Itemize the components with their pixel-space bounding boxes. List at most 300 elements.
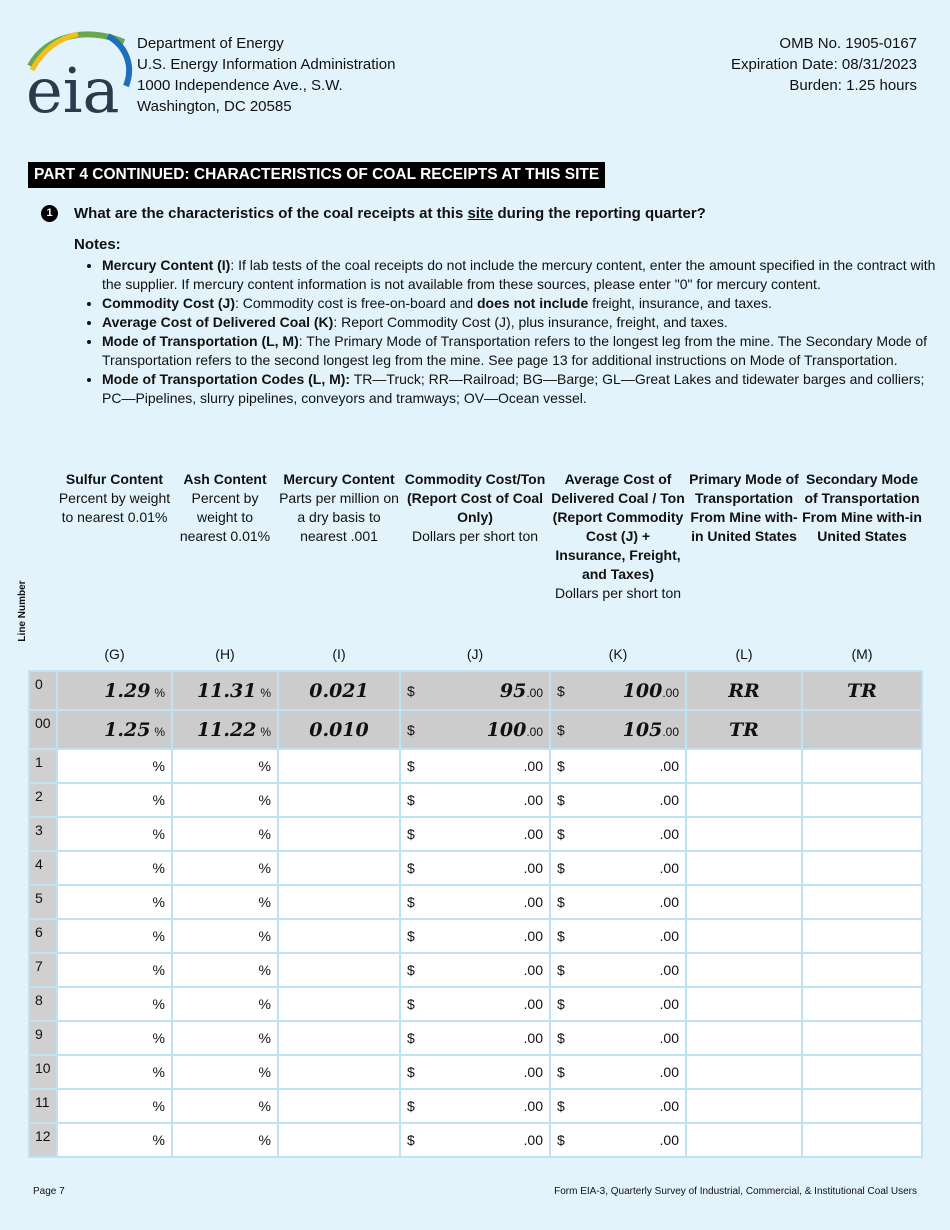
question-text-b: during the reporting quarter? <box>493 205 706 222</box>
cost-cell[interactable] <box>400 1123 550 1157</box>
note-bold: Mode of Transportation Codes (L, M): <box>102 371 351 387</box>
cost-amount <box>524 928 543 944</box>
secondary-mode-cell[interactable] <box>802 817 922 851</box>
percent-cell[interactable] <box>172 987 278 1021</box>
percent-cell[interactable] <box>57 783 172 817</box>
logo-text: eia <box>26 54 120 118</box>
dollar-sign: $ <box>557 826 565 842</box>
cents: .00 <box>659 826 679 842</box>
percent-sign: % <box>260 724 271 739</box>
cost-cell[interactable] <box>400 885 550 919</box>
cents: .00 <box>523 1064 543 1080</box>
secondary-mode-cell[interactable] <box>802 710 922 749</box>
line-number: 2 <box>29 783 57 817</box>
percent-value: 1.29 <box>104 679 151 702</box>
cost-amount <box>500 680 543 702</box>
percent-cell[interactable] <box>57 919 172 953</box>
line-number: 10 <box>29 1055 57 1089</box>
notes-list <box>74 256 944 408</box>
cost-cell[interactable] <box>400 749 550 783</box>
secondary-mode-cell[interactable] <box>802 749 922 783</box>
cost-amount <box>524 962 543 978</box>
mercury-value: 0.010 <box>309 718 369 741</box>
column-header: Ash Content Percent by weight to nearest 0.01% (H) <box>179 471 271 662</box>
cents: .00 <box>523 1030 543 1046</box>
dollar-sign: $ <box>407 1132 415 1148</box>
column-header: Sulfur Content Percent by weight to nearest 0.01% (G) <box>58 471 171 662</box>
mercury-value: 0.021 <box>309 679 369 702</box>
dollar-sign: $ <box>407 996 415 1012</box>
primary-mode-cell[interactable] <box>686 710 802 749</box>
primary-mode-cell[interactable] <box>686 919 802 953</box>
cost-cell[interactable] <box>400 1055 550 1089</box>
note-text: : Commodity cost is free-on-board and <box>235 295 477 311</box>
percent-sign: % <box>152 826 165 842</box>
question-text-a: What are the characteristics of the coal receipts at this <box>74 205 468 222</box>
percent-sign: % <box>152 1098 165 1114</box>
percent-sign: % <box>258 1064 271 1080</box>
line-number: 7 <box>29 953 57 987</box>
percent-value: 11.22 <box>196 718 257 741</box>
line-number: 11 <box>29 1089 57 1123</box>
note-bold: does not include <box>477 295 589 311</box>
cost-amount <box>623 680 679 702</box>
primary-mode-cell[interactable] <box>686 817 802 851</box>
percent-cell[interactable] <box>172 783 278 817</box>
line-number: 4 <box>29 851 57 885</box>
cents: .00 <box>523 894 543 910</box>
note-text: : Report Commodity Cost (J), plus insurance, freight, and taxes. <box>333 314 728 330</box>
dollar-sign: $ <box>407 894 415 910</box>
primary-mode-cell[interactable] <box>686 671 802 710</box>
cost-cell[interactable] <box>400 851 550 885</box>
cost-cell[interactable] <box>400 919 550 953</box>
percent-cell[interactable] <box>57 1123 172 1157</box>
cents: .00 <box>523 1098 543 1114</box>
cost-amount <box>524 826 543 842</box>
table-row <box>29 749 922 783</box>
cost-value: 105 <box>622 718 663 741</box>
eia-logo <box>26 26 136 118</box>
percent-cell[interactable] <box>57 1055 172 1089</box>
note-item <box>102 370 944 408</box>
percent-sign: % <box>152 1132 165 1148</box>
cents: .00 <box>523 826 543 842</box>
cents: .00 <box>659 1030 679 1046</box>
percent-cell[interactable] <box>57 671 172 710</box>
cents: .00 <box>523 1132 543 1148</box>
secondary-mode-cell[interactable] <box>802 987 922 1021</box>
note-item <box>102 332 944 370</box>
primary-mode-value: RR <box>728 679 760 702</box>
line-number: 8 <box>29 987 57 1021</box>
line-number: 00 <box>29 710 57 749</box>
cents: .00 <box>659 1098 679 1114</box>
secondary-mode-cell[interactable] <box>802 919 922 953</box>
dollar-sign: $ <box>557 894 565 910</box>
primary-mode-cell[interactable] <box>686 1089 802 1123</box>
dollar-sign: $ <box>557 721 565 738</box>
column-header: Secondary Mode of Transportation From Mine with-in United States (M) <box>802 471 922 662</box>
dollar-sign: $ <box>407 682 415 699</box>
example-row <box>29 710 922 749</box>
cost-amount <box>660 894 679 910</box>
percent-cell[interactable] <box>172 710 278 749</box>
note-text: TR—Truck; RR—Railroad; BG—Barge; GL—Great Lakes and tidewater barges and colliers; PC—Pipelines, slurry pipelines, conveyors and tramways; OV—Ocean vessel. <box>102 371 925 406</box>
percent-cell[interactable] <box>57 851 172 885</box>
note-item <box>102 256 944 294</box>
percent-sign: % <box>258 894 271 910</box>
cents: .00 <box>659 928 679 944</box>
dollar-sign: $ <box>407 1030 415 1046</box>
note-bold: Mode of Transportation (L, M) <box>102 333 299 349</box>
primary-mode-cell[interactable] <box>686 885 802 919</box>
cost-cell[interactable] <box>550 953 686 987</box>
percent-cell[interactable] <box>172 671 278 710</box>
table-row <box>29 1021 922 1055</box>
cost-cell[interactable] <box>400 1021 550 1055</box>
column-header: Average Cost of Delivered Coal / Ton (Report Commodity Cost (J) + Insurance, Freight, and Taxes) Dollars per short ton (K) <box>551 471 685 662</box>
secondary-mode-cell[interactable] <box>802 885 922 919</box>
cents: .00 <box>659 1132 679 1148</box>
percent-value: 1.25 <box>104 718 151 741</box>
percent-sign: % <box>260 685 271 700</box>
dollar-sign: $ <box>557 996 565 1012</box>
line-number: 12 <box>29 1123 57 1157</box>
percent-cell[interactable] <box>172 885 278 919</box>
line-number: 5 <box>29 885 57 919</box>
cost-amount <box>524 792 543 808</box>
cost-amount <box>660 826 679 842</box>
dollar-sign: $ <box>557 758 565 774</box>
cost-cell[interactable] <box>400 671 550 710</box>
cost-amount <box>524 1030 543 1046</box>
cost-amount <box>524 1064 543 1080</box>
secondary-mode-cell[interactable] <box>802 1021 922 1055</box>
column-header: Primary Mode of Transportation From Mine with-in United States (L) <box>689 471 799 662</box>
question-underlined: site <box>467 205 494 222</box>
cost-cell[interactable] <box>550 987 686 1021</box>
percent-sign: % <box>258 1098 271 1114</box>
percent-sign: % <box>258 1030 271 1046</box>
table-row <box>29 783 922 817</box>
line-number-header <box>17 470 57 671</box>
percent-sign: % <box>258 860 271 876</box>
cost-amount <box>660 1030 679 1046</box>
cost-amount <box>660 1132 679 1148</box>
table-body <box>29 671 922 1157</box>
cost-amount <box>660 1064 679 1080</box>
cost-amount <box>660 1098 679 1114</box>
cost-cell[interactable] <box>400 987 550 1021</box>
table-row <box>29 817 922 851</box>
secondary-mode-cell[interactable] <box>802 1055 922 1089</box>
primary-mode-value: TR <box>729 718 759 741</box>
coal-receipts-table <box>17 470 923 1158</box>
percent-value: 11.31 <box>196 679 257 702</box>
cost-amount <box>623 719 679 741</box>
omb-info <box>731 33 917 96</box>
cost-amount <box>524 860 543 876</box>
percent-sign: % <box>152 894 165 910</box>
note-text: freight, insurance, and taxes. <box>588 295 772 311</box>
percent-sign: % <box>152 792 165 808</box>
table-row <box>29 885 922 919</box>
percent-cell[interactable] <box>172 1021 278 1055</box>
cents: .00 <box>662 685 679 700</box>
note-item <box>102 294 944 313</box>
cents: .00 <box>523 860 543 876</box>
note-bold: Mercury Content (I) <box>102 257 231 273</box>
percent-cell[interactable] <box>57 953 172 987</box>
mercury-cell[interactable] <box>278 817 400 851</box>
percent-cell[interactable] <box>57 1089 172 1123</box>
page-number: Page 7 <box>33 1186 65 1197</box>
dollar-sign: $ <box>557 1132 565 1148</box>
mercury-cell[interactable] <box>278 919 400 953</box>
dollar-sign: $ <box>407 792 415 808</box>
mercury-cell[interactable] <box>278 671 400 710</box>
cents: .00 <box>523 996 543 1012</box>
cost-cell[interactable] <box>550 885 686 919</box>
primary-mode-cell[interactable] <box>686 783 802 817</box>
table-row <box>29 987 922 1021</box>
percent-sign: % <box>258 928 271 944</box>
percent-sign: % <box>152 928 165 944</box>
table-row <box>29 1089 922 1123</box>
table-row <box>29 851 922 885</box>
mercury-cell[interactable] <box>278 1021 400 1055</box>
cents: .00 <box>662 724 679 739</box>
address-line: Department of Energy <box>137 35 284 52</box>
cost-amount <box>660 962 679 978</box>
percent-sign: % <box>152 860 165 876</box>
address-line: U.S. Energy Information Administration <box>137 56 396 73</box>
note-item <box>102 313 944 332</box>
percent-sign: % <box>152 962 165 978</box>
line-number: 6 <box>29 919 57 953</box>
cost-value: 100 <box>486 718 527 741</box>
cost-cell[interactable] <box>400 783 550 817</box>
column-header: Mercury Content Parts per million on a dry basis to nearest .001 (I) <box>279 471 399 662</box>
mercury-cell[interactable] <box>278 1055 400 1089</box>
cost-cell[interactable] <box>550 1123 686 1157</box>
cents: .00 <box>526 724 543 739</box>
example-row <box>29 671 922 710</box>
percent-cell[interactable] <box>172 1123 278 1157</box>
percent-sign: % <box>258 758 271 774</box>
cost-value: 100 <box>622 679 663 702</box>
line-number: 3 <box>29 817 57 851</box>
cents: .00 <box>523 962 543 978</box>
cost-amount <box>487 719 543 741</box>
part-title: PART 4 CONTINUED: CHARACTERISTICS OF COAL RECEIPTS AT THIS SITE <box>28 162 605 188</box>
primary-mode-cell[interactable] <box>686 1021 802 1055</box>
line-number-label: Line Number <box>17 580 28 642</box>
dollar-sign: $ <box>557 860 565 876</box>
line-number: 0 <box>29 671 57 710</box>
cost-amount <box>524 894 543 910</box>
secondary-mode-cell[interactable] <box>802 953 922 987</box>
dollar-sign: $ <box>407 1064 415 1080</box>
column-header: Commodity Cost/Ton (Report Cost of Coal Only) Dollars per short ton (J) <box>404 471 546 662</box>
cost-amount <box>524 996 543 1012</box>
mercury-cell[interactable] <box>278 1123 400 1157</box>
form-title: Form EIA-3, Quarterly Survey of Industrial, Commercial, & Institutional Coal Users <box>554 1186 917 1197</box>
mercury-cell[interactable] <box>278 987 400 1021</box>
primary-mode-cell[interactable] <box>686 749 802 783</box>
note-bold: Commodity Cost (J) <box>102 295 235 311</box>
dollar-sign: $ <box>557 682 565 699</box>
percent-cell[interactable] <box>57 1021 172 1055</box>
percent-sign: % <box>154 685 165 700</box>
question-number: 1 <box>41 205 58 222</box>
mercury-cell[interactable] <box>278 953 400 987</box>
cost-cell[interactable] <box>550 919 686 953</box>
omb-number: OMB No. 1905-0167 <box>779 35 917 52</box>
table-row <box>29 953 922 987</box>
cost-amount <box>660 860 679 876</box>
cost-amount <box>524 1098 543 1114</box>
percent-sign: % <box>152 1030 165 1046</box>
mercury-cell[interactable] <box>278 1089 400 1123</box>
percent-cell[interactable] <box>172 919 278 953</box>
dollar-sign: $ <box>407 962 415 978</box>
cents: .00 <box>659 962 679 978</box>
dollar-sign: $ <box>557 1064 565 1080</box>
mercury-cell[interactable] <box>278 749 400 783</box>
primary-mode-cell[interactable] <box>686 851 802 885</box>
primary-mode-cell[interactable] <box>686 953 802 987</box>
table-row <box>29 1123 922 1157</box>
cost-cell[interactable] <box>550 783 686 817</box>
table-row <box>29 1055 922 1089</box>
cents: .00 <box>659 758 679 774</box>
dollar-sign: $ <box>407 826 415 842</box>
cost-amount <box>660 792 679 808</box>
percent-cell[interactable] <box>172 851 278 885</box>
percent-cell[interactable] <box>57 987 172 1021</box>
cents: .00 <box>523 928 543 944</box>
percent-cell[interactable] <box>172 817 278 851</box>
mercury-cell[interactable] <box>278 885 400 919</box>
cost-amount <box>524 1132 543 1148</box>
dollar-sign: $ <box>557 1098 565 1114</box>
note-text: : If lab tests of the coal receipts do not include the mercury content, enter the amount specified in the contract with the supplier. If mercury content information is not available from these sources, please enter "0" for mercury content. <box>102 257 936 292</box>
cents: .00 <box>523 792 543 808</box>
address-line: Washington, DC 20585 <box>137 98 292 115</box>
percent-cell[interactable] <box>57 885 172 919</box>
cost-cell[interactable] <box>400 710 550 749</box>
agency-address <box>137 33 395 117</box>
cost-cell[interactable] <box>400 953 550 987</box>
cost-amount <box>524 758 543 774</box>
notes-heading: Notes: <box>74 236 121 253</box>
percent-sign: % <box>258 1132 271 1148</box>
dollar-sign: $ <box>407 928 415 944</box>
percent-cell[interactable] <box>172 749 278 783</box>
secondary-mode-cell[interactable] <box>802 671 922 710</box>
cost-cell[interactable] <box>550 817 686 851</box>
cost-cell[interactable] <box>550 710 686 749</box>
secondary-mode-cell[interactable] <box>802 783 922 817</box>
percent-sign: % <box>258 792 271 808</box>
percent-sign: % <box>154 724 165 739</box>
percent-sign: % <box>152 996 165 1012</box>
dollar-sign: $ <box>407 860 415 876</box>
cents: .00 <box>659 996 679 1012</box>
mercury-cell[interactable] <box>278 710 400 749</box>
cents: .00 <box>659 894 679 910</box>
percent-cell[interactable] <box>57 710 172 749</box>
percent-sign: % <box>258 996 271 1012</box>
cost-amount <box>660 928 679 944</box>
dollar-sign: $ <box>407 1098 415 1114</box>
cost-cell[interactable] <box>400 817 550 851</box>
primary-mode-cell[interactable] <box>686 1123 802 1157</box>
mercury-cell[interactable] <box>278 851 400 885</box>
percent-cell[interactable] <box>172 1089 278 1123</box>
secondary-mode-cell[interactable] <box>802 1089 922 1123</box>
cost-amount <box>660 996 679 1012</box>
cost-amount <box>660 758 679 774</box>
primary-mode-cell[interactable] <box>686 987 802 1021</box>
cents: .00 <box>526 685 543 700</box>
dollar-sign: $ <box>557 962 565 978</box>
line-number: 1 <box>29 749 57 783</box>
percent-sign: % <box>152 1064 165 1080</box>
address-line: 1000 Independence Ave., S.W. <box>137 77 343 94</box>
secondary-mode-value: TR <box>847 679 877 702</box>
cost-cell[interactable] <box>550 749 686 783</box>
secondary-mode-cell[interactable] <box>802 851 922 885</box>
cost-value: 95 <box>499 679 527 702</box>
cents: .00 <box>523 758 543 774</box>
cost-cell[interactable] <box>550 1055 686 1089</box>
percent-sign: % <box>258 962 271 978</box>
percent-cell[interactable] <box>57 817 172 851</box>
dollar-sign: $ <box>557 928 565 944</box>
mercury-cell[interactable] <box>278 783 400 817</box>
cost-cell[interactable] <box>550 1089 686 1123</box>
note-text: : The Primary Mode of Transportation refers to the longest leg from the mine. The Secondary Mode of Transportation refers to the second longest leg from the mine. See page 13 for additional instructions on Mode of Transportation. <box>102 333 928 368</box>
primary-mode-cell[interactable] <box>686 1055 802 1089</box>
dollar-sign: $ <box>557 1030 565 1046</box>
secondary-mode-cell[interactable] <box>802 1123 922 1157</box>
cost-cell[interactable] <box>400 1089 550 1123</box>
dollar-sign: $ <box>557 792 565 808</box>
cents: .00 <box>659 1064 679 1080</box>
question-text <box>74 205 706 222</box>
table-row <box>29 919 922 953</box>
percent-sign: % <box>152 758 165 774</box>
percent-cell[interactable] <box>57 749 172 783</box>
burden: Burden: 1.25 hours <box>789 77 917 94</box>
percent-sign: % <box>258 826 271 842</box>
line-number: 9 <box>29 1021 57 1055</box>
dollar-sign: $ <box>407 721 415 738</box>
percent-cell[interactable] <box>172 1055 278 1089</box>
expiration-date: Expiration Date: 08/31/2023 <box>731 56 917 73</box>
cost-cell[interactable] <box>550 851 686 885</box>
cents: .00 <box>659 792 679 808</box>
cost-cell[interactable] <box>550 671 686 710</box>
note-bold: Average Cost of Delivered Coal (K) <box>102 314 334 330</box>
dollar-sign: $ <box>407 758 415 774</box>
cost-cell[interactable] <box>550 1021 686 1055</box>
cents: .00 <box>659 860 679 876</box>
percent-cell[interactable] <box>172 953 278 987</box>
